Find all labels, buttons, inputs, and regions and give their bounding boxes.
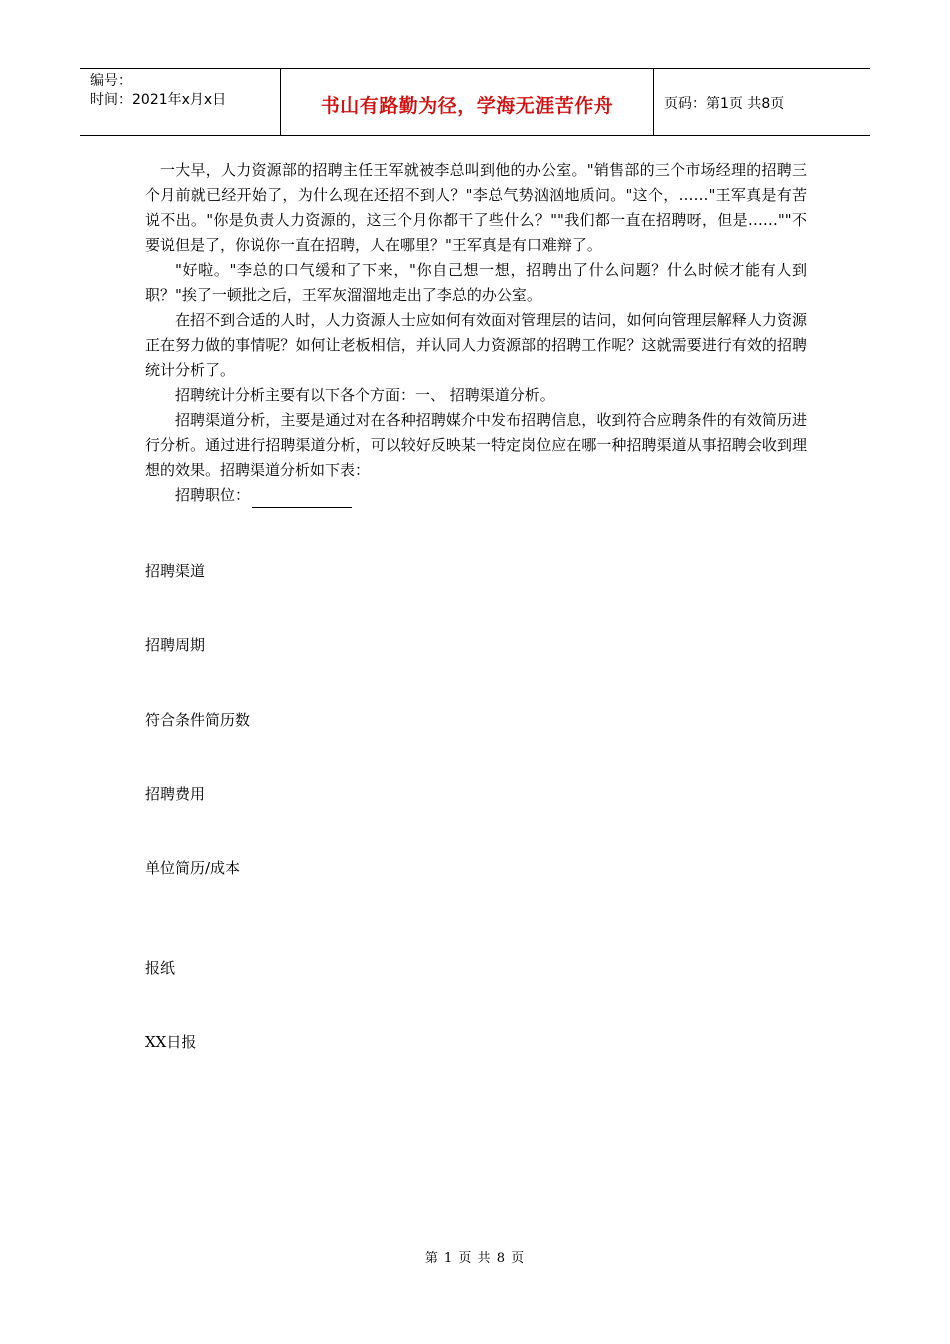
label-xx-daily: XX日报 (145, 1033, 197, 1051)
label-cost: 招聘费用 (145, 785, 206, 803)
label-newspaper: 报纸 (145, 959, 176, 977)
label-channel: 招聘渠道 (145, 562, 206, 580)
article-body (145, 158, 807, 508)
paragraph-2: "好啦。"李总的口气缓和了下来，"你自己想一想，招聘出了什么问题？什么时候才能有人到职？"挨了一顿批之后，王军灰溜溜地走出了李总的办公室。 (145, 261, 807, 304)
position-line (145, 483, 807, 508)
label-qualified-resumes: 符合条件简历数 (145, 711, 251, 729)
paragraph-1: 一大早，人力资源部的招聘主任王军就被李总叫到他的办公室。"销售部的三个市场经理的招聘三个月前就已经开始了，为什么现在还招不到人？"李总气势汹汹地质问。"这个，……"王军真是有苦说不出。"你是负责人力资源的，这三个月你都干了些什么？""我们都一直在招聘呀，但是……""不要说但是了，你说你一直在招聘，人在哪里？"王军真是有口难辩了。 (145, 161, 807, 254)
document-number-label: 编号： (90, 73, 132, 89)
position-blank-line (252, 491, 352, 508)
page-footer: 第 1 页 共 8 页 (424, 1251, 526, 1266)
header-meta (80, 69, 281, 135)
header-page-info: 页码：第1页 共8页 (664, 96, 785, 112)
header-motto: 书山有路勤为径，学海无涯苦作舟 (320, 94, 614, 117)
paragraph-4: 招聘统计分析主要有以下各个方面：一、 招聘渠道分析。 (175, 386, 555, 404)
position-label: 招聘职位： (175, 486, 251, 504)
page-header (80, 68, 870, 136)
label-period: 招聘周期 (145, 636, 206, 654)
header-motto-cell (281, 69, 654, 135)
document-date-label: 时间：2021年x月x日 (90, 92, 227, 108)
paragraph-3: 在招不到合适的人时，人力资源人士应如何有效面对管理层的诘问，如何向管理层解释人力资源正在努力做的事情呢？如何让老板相信，并认同人力资源部的招聘工作呢？这就需要进行有效的招聘统计分析了。 (145, 311, 807, 379)
label-unit-cost: 单位简历/成本 (145, 859, 241, 877)
paragraph-5: 招聘渠道分析，主要是通过对在各种招聘媒介中发布招聘信息，收到符合应聘条件的有效简历进行分析。通过进行招聘渠道分析，可以较好反映某一特定岗位应在哪一种招聘渠道从事招聘会收到理想的效果。招聘渠道分析如下表： (145, 411, 807, 479)
